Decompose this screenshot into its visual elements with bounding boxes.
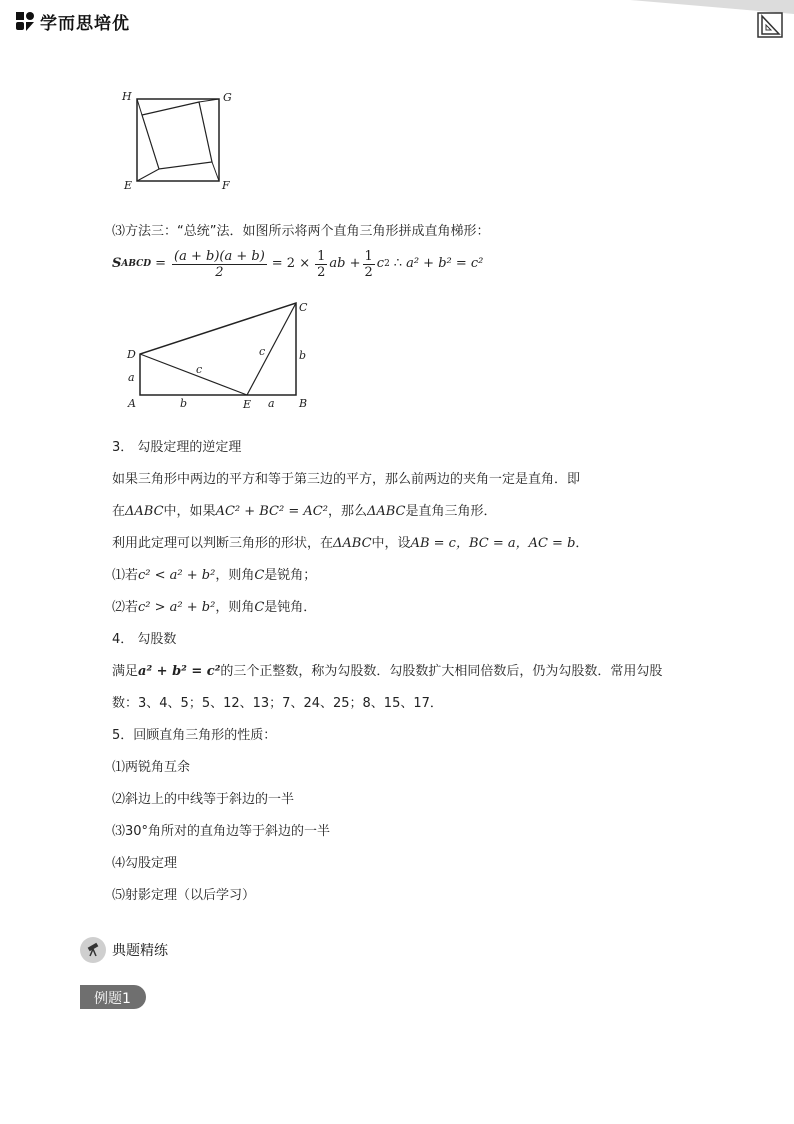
label-f: F	[222, 179, 230, 192]
section5-item: ⑷勾股定理	[112, 856, 178, 871]
section5-title: 5．回顾直角三角形的性质：	[112, 728, 277, 743]
label-d: D	[127, 348, 136, 361]
side-a-bottom: a	[268, 397, 275, 410]
side-b-bottom: b	[180, 397, 188, 410]
ruler-triangle-icon	[757, 12, 783, 38]
side-c-ec: c	[259, 345, 266, 358]
section3-case1: ⑴若c² < a² + b²，则角C是锐角；	[112, 568, 317, 583]
trapezoid-outline	[140, 303, 296, 395]
section5-item: ⑴两锐角互余	[112, 760, 191, 775]
section5-item: ⑶30°角所对的直角边等于斜边的一半	[112, 824, 331, 839]
label-g: G	[223, 91, 232, 104]
section3-line2: 在ΔABC中，如果AC² + BC² = AC²，那么ΔABC是直角三角形．	[112, 504, 497, 519]
example-tag	[80, 985, 148, 1011]
label-e: E	[243, 398, 252, 411]
method3-text: ⑶方法三：“总统”法．如图所示将两个直角三角形拼成直角梯形：	[112, 224, 490, 239]
section4-title: 4． 勾股数	[112, 632, 177, 647]
practice-title: 典题精练	[112, 943, 168, 959]
section3-line3: 利用此定理可以判断三角形的形状，在ΔABC中，设AB = c，BC = a，AC = b．	[112, 536, 589, 551]
section4-line1: 满足a² + b² = c²的三个正整数，称为勾股数．勾股数扩大相同倍数后，仍为勾股数．常用勾股	[112, 664, 663, 679]
label-h: H	[122, 90, 132, 103]
label-a: A	[128, 397, 136, 410]
label-c: C	[299, 301, 308, 314]
example-tag-label: 例题1	[94, 991, 131, 1007]
label-e: E	[124, 179, 133, 192]
inner-square	[142, 102, 212, 169]
telescope-icon	[80, 937, 106, 963]
figure-square-efgh	[115, 85, 240, 195]
side-b-right: b	[299, 349, 307, 362]
section3-title: 3． 勾股定理的逆定理	[112, 440, 242, 455]
section3-line1: 如果三角形中两边的平方和等于第三边的平方，那么前两边的夹角一定是直角．即	[112, 472, 581, 487]
section3-case2: ⑵若c² > a² + b²，则角C是钝角．	[112, 600, 317, 615]
brand-logo	[14, 8, 130, 34]
section5-item: ⑵斜边上的中线等于斜边的一半	[112, 792, 295, 807]
figure-trapezoid-abcd	[118, 295, 328, 415]
side-a-left: a	[128, 371, 135, 384]
brand-name: 学而思培优	[40, 13, 130, 34]
label-b: B	[299, 397, 308, 410]
side-c-de: c	[196, 363, 203, 376]
brand-mark-icon	[14, 10, 36, 32]
section5-item: ⑸射影定理（以后学习）	[112, 888, 256, 903]
practice-section-header	[80, 937, 168, 963]
method3-formula: S ABCD = $\frac{(a + b)(a + b)}{2}$ = 2 × $\frac{1}{2}$ ab + $\frac{1}{2}$ c 2 ∴ a² + b² = c²	[112, 248, 484, 280]
section4-line2: 数：3、4、5；5、12、13；7、24、25；8、15、17．	[112, 696, 443, 711]
